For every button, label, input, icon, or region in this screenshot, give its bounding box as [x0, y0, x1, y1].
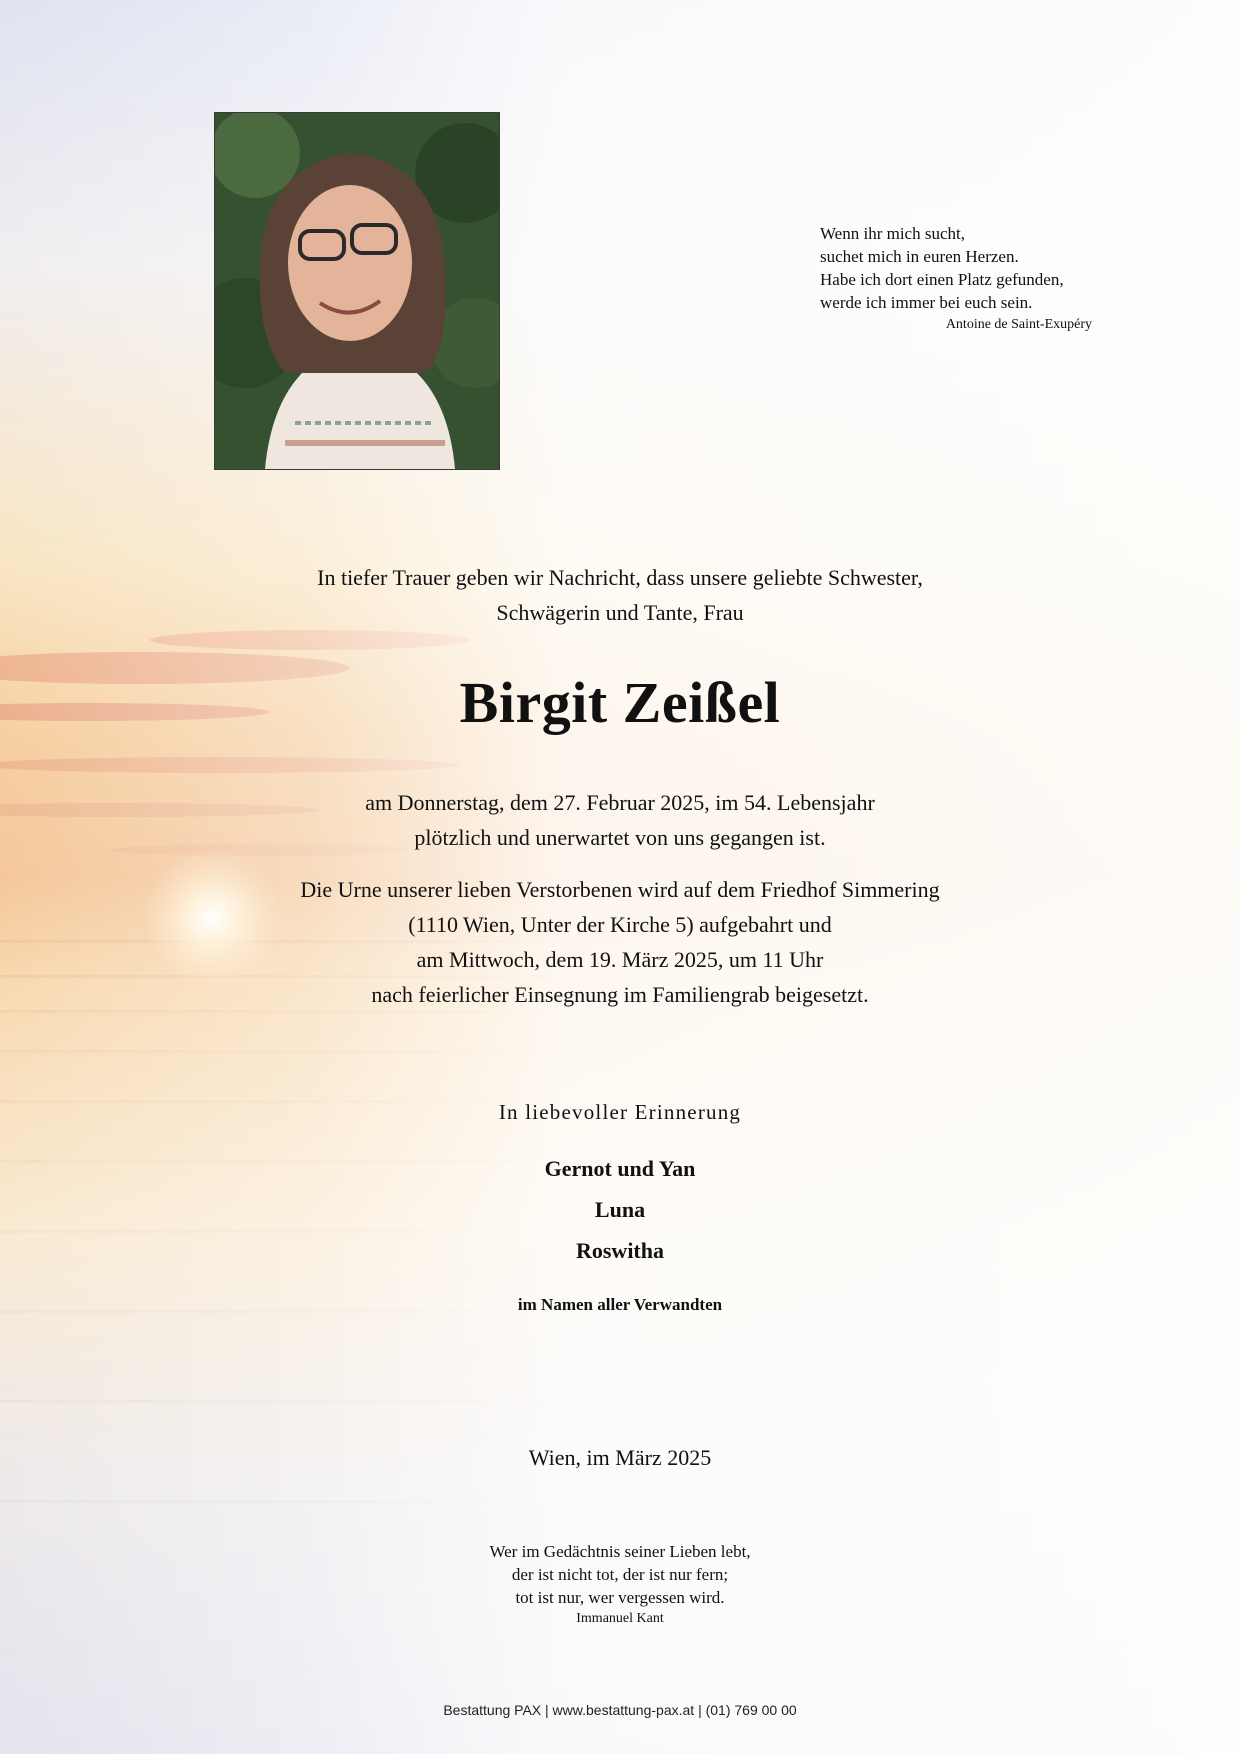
memory-heading: In liebevoller Erinnerung [498, 1100, 742, 1124]
top-quote-line: werde ich immer bei euch sein. [820, 293, 1033, 312]
mourners-list [0, 1148, 1240, 1271]
intro-text [0, 560, 1240, 630]
mourner-name: Roswitha [575, 1238, 664, 1263]
top-quote [820, 222, 1092, 336]
ceremony-details [0, 872, 1240, 1012]
ceremony-line: (1110 Wien, Unter der Kirche 5) aufgebahrt und [408, 912, 832, 937]
mourner-name: Gernot und Yan [544, 1156, 696, 1181]
bottom-quote-author: Immanuel Kant [576, 1611, 664, 1626]
footer-contact: Bestattung PAX | www.bestattung-pax.at | (01) 769 00 00 [443, 1702, 797, 1718]
top-quote-line: suchet mich in euren Herzen. [820, 247, 1019, 266]
bottom-quote-line: der ist nicht tot, der ist nur fern; [511, 1565, 729, 1584]
mourner-name: Luna [594, 1197, 646, 1222]
ceremony-line: nach feierlicher Einsegnung im Familiengrab beigesetzt. [371, 982, 869, 1007]
bottom-quote [0, 1540, 1240, 1629]
portrait-photo [214, 112, 500, 470]
death-notice-line: am Donnerstag, dem 27. Februar 2025, im 54. Lebensjahr [365, 790, 875, 815]
place-date: Wien, im März 2025 [528, 1445, 712, 1470]
ceremony-line: Die Urne unserer lieben Verstorbenen wird auf dem Friedhof Simmering [300, 877, 940, 902]
top-quote-line: Wenn ihr mich sucht, [820, 224, 965, 243]
bottom-quote-line: tot ist nur, wer vergessen wird. [515, 1588, 725, 1607]
top-quote-line: Habe ich dort einen Platz gefunden, [820, 270, 1064, 289]
deceased-name: Birgit Zeißel [459, 670, 781, 735]
bottom-quote-line: Wer im Gedächtnis seiner Lieben lebt, [489, 1542, 751, 1561]
family-note: im Namen aller Verwandten [517, 1295, 723, 1314]
ceremony-line: am Mittwoch, dem 19. März 2025, um 11 Uhr [416, 947, 824, 972]
death-notice-line: plötzlich und unerwartet von uns gegangen ist. [414, 825, 826, 850]
intro-line: In tiefer Trauer geben wir Nachricht, dass unsere geliebte Schwester, [317, 565, 923, 590]
top-quote-author: Antoine de Saint-Exupéry [945, 317, 1092, 332]
death-notice [0, 785, 1240, 855]
intro-line: Schwägerin und Tante, Frau [496, 600, 744, 625]
